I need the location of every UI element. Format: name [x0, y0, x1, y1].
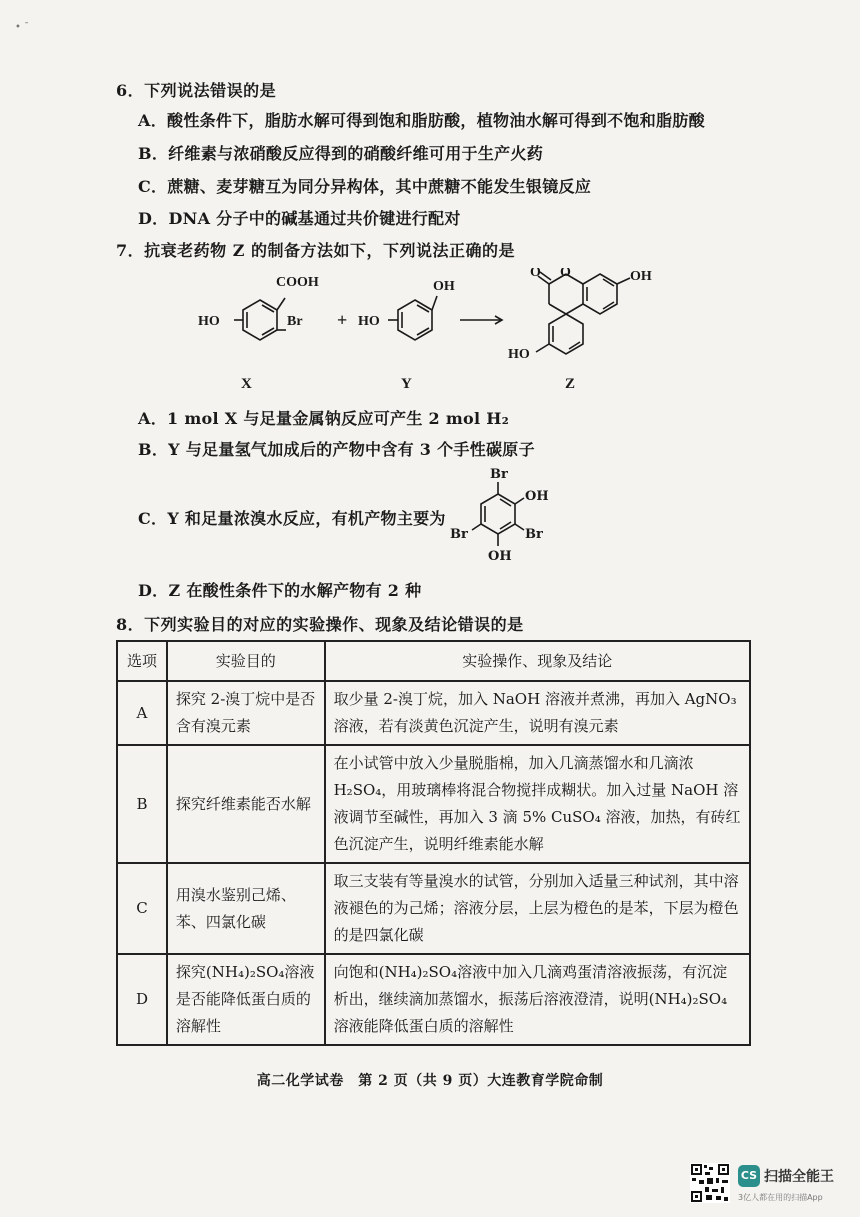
- qr-code-icon: [690, 1163, 730, 1203]
- br-top-label: Br: [490, 467, 508, 482]
- z-carbonyl-o-label: O: [530, 268, 541, 280]
- y-benzene-ring: [398, 300, 432, 340]
- oh-bottom-label: OH: [488, 549, 512, 564]
- z-left-ring: [549, 314, 583, 354]
- y-ho-label: HO: [358, 314, 380, 329]
- q7-option-c: C．Y 和足量浓溴水反应，有机产物主要为: [138, 509, 446, 528]
- z-ho-bond: [536, 344, 549, 352]
- label-x: X: [241, 376, 252, 392]
- row-procedure: 取少量 2-溴丁烷，加入 NaOH 溶液并煮沸，再加入 AgNO₃ 溶液，若有淡黄色沉淀产生，说明有溴元素: [325, 681, 750, 745]
- row-procedure: 取三支装有等量溴水的试管，分别加入适量三种试剂，其中溶液褪色的为己烯；溶液分层，上层为橙色的是苯，下层为橙色的是四氯化碳: [325, 863, 750, 954]
- q6-option-a: A．酸性条件下，脂肪水解可得到饱和脂肪酸，植物油水解可得到不饱和脂肪酸: [138, 111, 705, 130]
- table-row: [117, 745, 750, 863]
- scanner-app-tagline: 3亿人都在用的扫描App: [738, 1193, 823, 1202]
- label-z: Z: [565, 376, 576, 392]
- header-purpose: 实验目的: [167, 641, 325, 681]
- x-cooh-bond: [277, 298, 285, 310]
- x-ho-label: HO: [198, 314, 220, 329]
- table-row: [117, 681, 750, 745]
- q7-stem: 7．抗衰老药物 Z 的制备方法如下，下列说法正确的是: [116, 241, 515, 260]
- scanner-watermark: [738, 1165, 848, 1205]
- z-oh-bond: [617, 278, 630, 284]
- row-procedure: 向饱和(NH₄)₂SO₄溶液中加入几滴鸡蛋清溶液振荡，有沉淀析出，继续滴加蒸馏水，振荡后溶液澄清，说明(NH₄)₂SO₄溶液能降低蛋白质的溶解性: [325, 954, 750, 1045]
- br-left-bond: [472, 524, 481, 530]
- z-left-double-2: [569, 342, 580, 349]
- x-ring-double-bond-2: [262, 328, 274, 335]
- y-ring-double-bond-3: [417, 305, 429, 312]
- cs-logo-icon: CS: [738, 1165, 760, 1187]
- table-header-row: [117, 641, 750, 681]
- y-oh-bond: [432, 296, 437, 310]
- br-right-label: Br: [525, 527, 543, 542]
- page-footer: 高二化学试卷 第 2 页（共 9 页）大连教育学院命制: [256, 1073, 604, 1089]
- scan-specks: • ˉ: [15, 22, 30, 33]
- table-row: [117, 954, 750, 1045]
- tribromophenol-svg: [448, 462, 558, 570]
- z-oh-label: OH: [630, 269, 652, 284]
- tribromophenol-structure: [448, 462, 558, 570]
- z-lactone-bond-2: [549, 304, 566, 314]
- x-benzene-ring: [243, 300, 277, 340]
- q6-option-d: D．DNA 分子中的碱基通过共价键进行配对: [138, 209, 461, 228]
- table-row: [117, 863, 750, 954]
- qr-code-svg: [690, 1163, 730, 1203]
- z-right-ring: [583, 274, 617, 314]
- oh-right-bond: [515, 498, 524, 504]
- q7-option-d: D．Z 在酸性条件下的水解产物有 2 种: [138, 581, 422, 600]
- tribromo-ring: [481, 494, 515, 534]
- row-option: A: [117, 681, 167, 745]
- q7-option-b: B．Y 与足量氢气加成后的产物中含有 3 个手性碳原子: [138, 440, 535, 459]
- oh-right-label: OH: [525, 489, 549, 504]
- row-purpose: 用溴水鉴别己烯、苯、四氯化碳: [167, 863, 325, 954]
- row-procedure: 在小试管中放入少量脱脂棉，加入几滴蒸馏水和几滴浓 H₂SO₄，用玻璃棒将混合物搅拌成糊状。加入过量 NaOH 溶液调节至碱性，再加入 3 滴 5% CuSO₄ 溶液，加热，有砖红色沉淀产生，说明纤维素能水解: [325, 745, 750, 863]
- q7-option-a: A．1 mol X 与足量金属钠反应可产生 2 mol H₂: [138, 409, 509, 428]
- row-option: B: [117, 745, 167, 863]
- q6-stem: 6．下列说法错误的是: [116, 81, 277, 100]
- header-option: 选项: [117, 641, 167, 681]
- z-biaryl-bond: [566, 304, 583, 314]
- label-y: Y: [401, 376, 412, 392]
- row-option: C: [117, 863, 167, 954]
- x-br-label: Br: [287, 314, 303, 329]
- plus-sign: +: [337, 310, 348, 330]
- z-ho-label: HO: [508, 347, 530, 362]
- q8-stem: 8．下列实验目的对应的实验操作、现象及结论错误的是: [116, 615, 524, 634]
- reaction-scheme-svg: [190, 268, 710, 398]
- z-ring-o-label: O: [560, 268, 571, 280]
- reaction-scheme: [190, 268, 710, 398]
- q6-option-b: B．纤维素与浓硝酸反应得到的硝酸纤维可用于生产火药: [138, 144, 544, 163]
- experiment-table: [116, 640, 751, 1046]
- br-right-bond: [515, 524, 524, 530]
- z-right-double-1: [603, 279, 614, 286]
- br-left-label: Br: [450, 527, 468, 542]
- x-ring-double-bond-3: [262, 305, 274, 312]
- row-option: D: [117, 954, 167, 1045]
- z-right-double-2: [603, 302, 614, 309]
- q6-option-c: C．蔗糖、麦芽糖互为同分异构体，其中蔗糖不能发生银镜反应: [138, 177, 592, 196]
- row-purpose: 探究 2-溴丁烷中是否含有溴元素: [167, 681, 325, 745]
- scanner-app-name: 扫描全能王: [764, 1169, 834, 1185]
- row-purpose: 探究纤维素能否水解: [167, 745, 325, 863]
- y-ring-double-bond-2: [417, 328, 429, 335]
- header-procedure: 实验操作、现象及结论: [325, 641, 750, 681]
- row-purpose: 探究(NH₄)₂SO₄溶液是否能降低蛋白质的溶解性: [167, 954, 325, 1045]
- x-cooh-label: COOH: [276, 275, 319, 290]
- y-oh-label: OH: [433, 279, 455, 294]
